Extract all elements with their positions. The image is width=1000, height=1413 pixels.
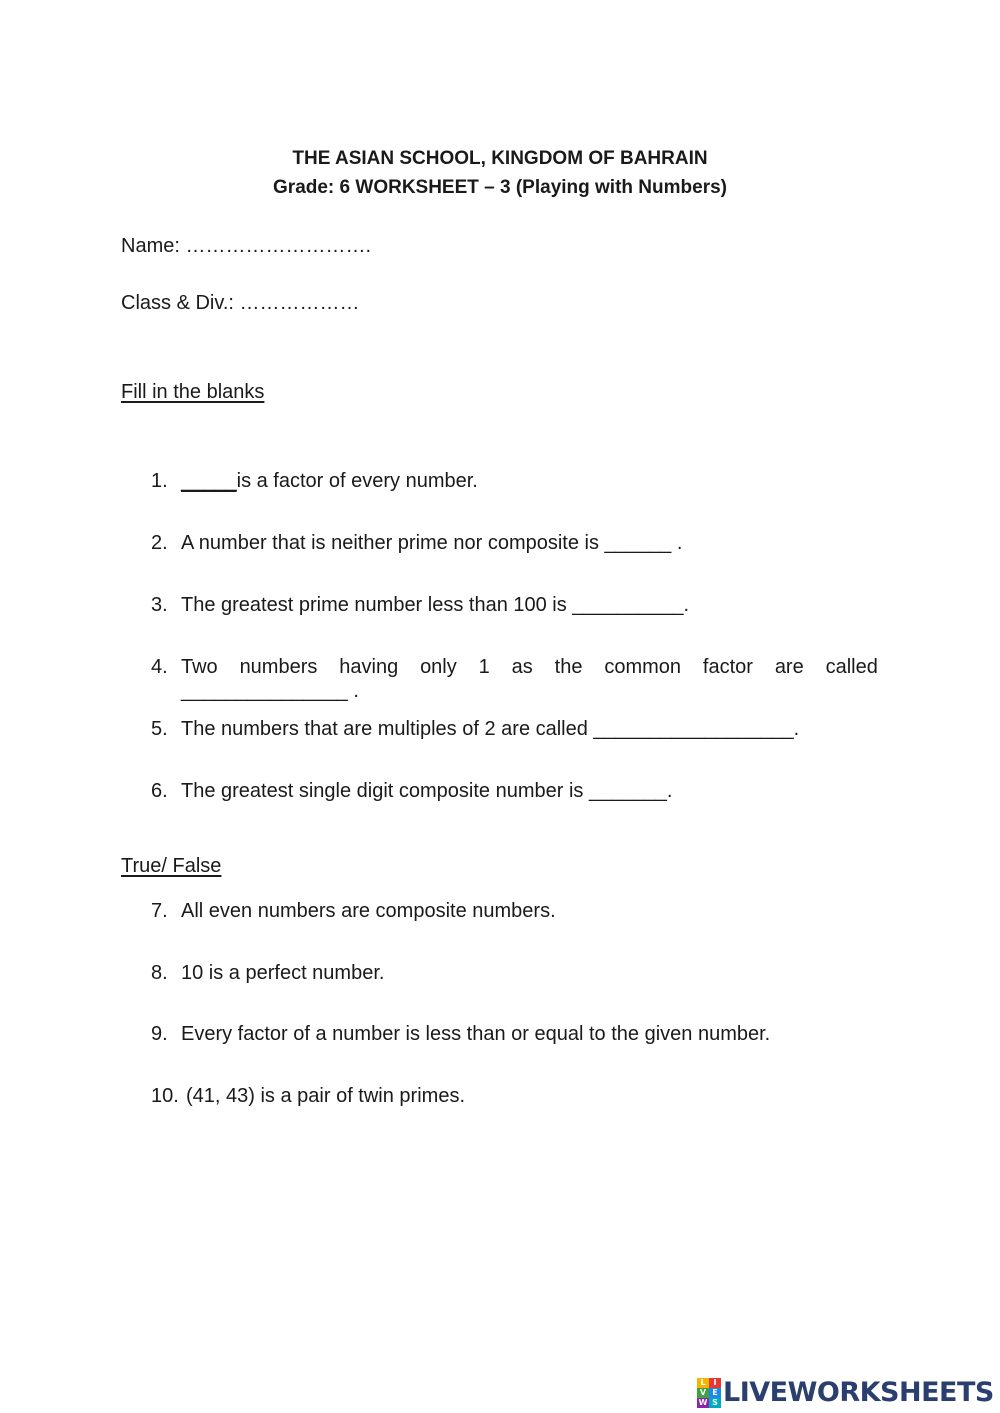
- word: 1: [478, 656, 490, 678]
- question-text: The greatest prime number less than 100 is __________.: [181, 594, 690, 616]
- section-heading-true-false: True/ False: [121, 855, 222, 877]
- liveworksheets-watermark: [697, 1376, 994, 1410]
- word: factor: [702, 656, 753, 678]
- logo-tile: V: [697, 1388, 709, 1398]
- word: the: [554, 656, 583, 678]
- word: called: [825, 656, 878, 678]
- question-text-continuation: _______________ .: [181, 680, 359, 702]
- worksheet-title: Grade: 6 WORKSHEET – 3 (Playing with Numbers): [273, 177, 727, 198]
- answer-blank: _____: [181, 470, 237, 492]
- name-field: Name: ……………………….: [121, 235, 372, 257]
- question-text: The greatest single digit composite number is _______.: [181, 780, 673, 802]
- question-number: 1.: [151, 470, 168, 492]
- question-text: The numbers that are multiples of 2 are called __________________.: [181, 718, 800, 740]
- question-text: A number that is neither prime nor composite is ______ .: [181, 532, 683, 554]
- question-number: 4.: [151, 656, 168, 678]
- logo-tile: L: [697, 1378, 709, 1388]
- section-heading-fill-blanks: Fill in the blanks: [121, 381, 265, 403]
- watermark-text: LIVEWORKSHEETS: [723, 1377, 994, 1408]
- word: having: [339, 656, 399, 678]
- question-text: 10 is a perfect number.: [181, 962, 385, 984]
- question-text: Every factor of a number is less than or equal to the given number.: [181, 1023, 771, 1045]
- question-number: 3.: [151, 594, 168, 616]
- question-number: 9.: [151, 1023, 168, 1045]
- question-number: 2.: [151, 532, 168, 554]
- question-text-rest: is a factor of every number.: [236, 470, 478, 492]
- school-title: THE ASIAN SCHOOL, KINGDOM OF BAHRAIN: [292, 148, 708, 169]
- liveworksheets-logo-icon: [697, 1378, 721, 1408]
- logo-tile: S: [709, 1398, 721, 1408]
- logo-tile: I: [709, 1378, 721, 1388]
- question-number: 7.: [151, 900, 168, 922]
- question-text: (41, 43) is a pair of twin primes.: [186, 1085, 465, 1107]
- word: numbers: [239, 656, 318, 678]
- word: Two: [181, 656, 218, 678]
- question-number: 8.: [151, 962, 168, 984]
- class-div-field: Class & Div.: ………………: [121, 292, 360, 314]
- word: only: [420, 656, 457, 678]
- logo-tile: E: [709, 1388, 721, 1398]
- word: common: [604, 656, 682, 678]
- question-text: [181, 469, 478, 493]
- question-text: [181, 655, 878, 679]
- question-number: 6.: [151, 780, 168, 802]
- question-number: 5.: [151, 718, 168, 740]
- question-number: 10.: [151, 1085, 179, 1107]
- logo-tile: W: [698, 1398, 708, 1407]
- question-text: All even numbers are composite numbers.: [181, 900, 556, 922]
- word: as: [511, 656, 533, 678]
- word: are: [774, 656, 804, 678]
